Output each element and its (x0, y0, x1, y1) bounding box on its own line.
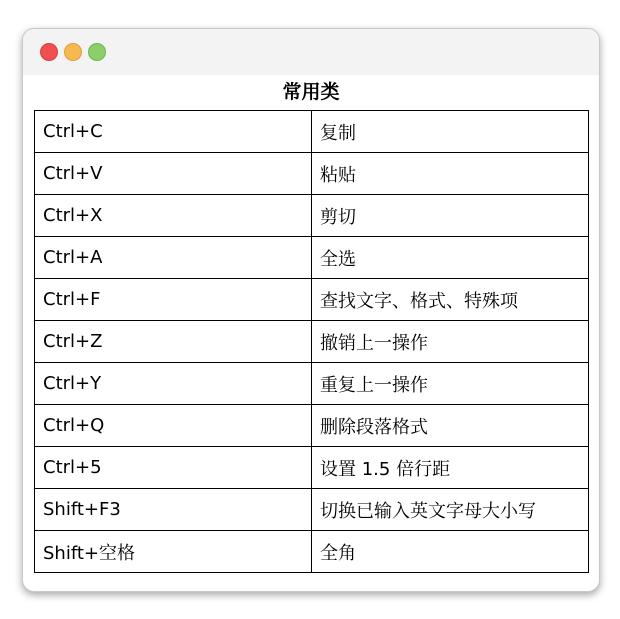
shortcut-action-cell: 剪切 (312, 195, 589, 237)
table-row (35, 111, 589, 153)
shortcut-action-cell: 删除段落格式 (312, 405, 589, 447)
shortcut-action-cell: 复制 (312, 111, 589, 153)
shortcut-action-cell: 切换已输入英文字母大小写 (312, 489, 589, 531)
shortcut-key-cell: Ctrl+X (35, 195, 312, 237)
shortcut-key-cell: Shift+F3 (35, 489, 312, 531)
maximize-window-button[interactable] (88, 43, 106, 61)
shortcuts-table (34, 110, 589, 573)
shortcut-key-cell: Ctrl+A (35, 237, 312, 279)
shortcut-key-cell: Ctrl+Z (35, 321, 312, 363)
table-title: 常用类 (282, 81, 340, 103)
app-window (22, 28, 600, 592)
shortcut-action-cell: 全选 (312, 237, 589, 279)
table-row (35, 195, 589, 237)
shortcut-action-cell: 粘贴 (312, 153, 589, 195)
shortcut-key-cell: Ctrl+F (35, 279, 312, 321)
shortcut-key-cell: Ctrl+5 (35, 447, 312, 489)
shortcut-key-cell: Ctrl+C (35, 111, 312, 153)
table-row (35, 363, 589, 405)
table-row (35, 405, 589, 447)
title-bar (23, 29, 599, 75)
table-row (35, 237, 589, 279)
minimize-window-button[interactable] (64, 43, 82, 61)
table-row (35, 279, 589, 321)
shortcut-action-cell: 设置 1.5 倍行距 (312, 447, 589, 489)
shortcut-key-cell: Ctrl+V (35, 153, 312, 195)
table-row (35, 321, 589, 363)
shortcut-key-cell: Ctrl+Q (35, 405, 312, 447)
table-row (35, 447, 589, 489)
table-row (35, 489, 589, 531)
table-row (35, 531, 589, 573)
shortcut-action-cell: 重复上一操作 (312, 363, 589, 405)
shortcut-action-cell: 全角 (312, 531, 589, 573)
shortcut-key-cell: Shift+空格 (35, 531, 312, 573)
shortcut-action-cell: 查找文字、格式、特殊项 (312, 279, 589, 321)
close-window-button[interactable] (40, 43, 58, 61)
table-row (35, 153, 589, 195)
shortcut-action-cell: 撤销上一操作 (312, 321, 589, 363)
shortcut-key-cell: Ctrl+Y (35, 363, 312, 405)
